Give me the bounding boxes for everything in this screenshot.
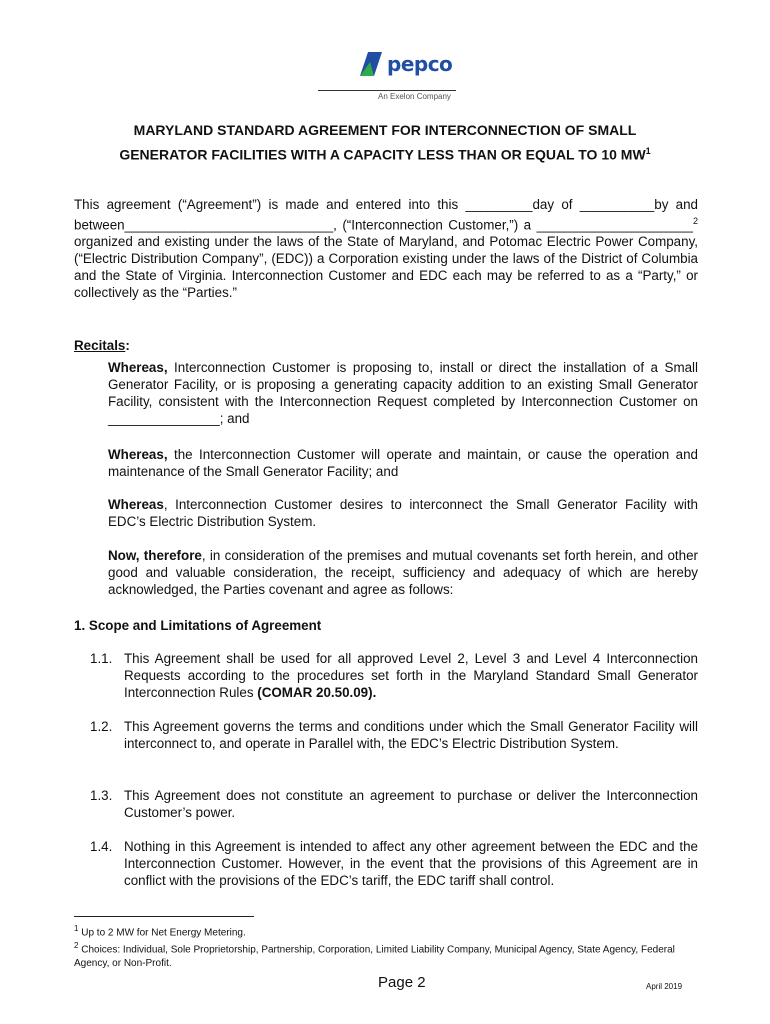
- list-item: 1.2. This Agreement governs the terms and conditions under which the Small Generator Facility will interconnect to, and operate in Parallel with, the EDC’s Electric Distribution System.: [90, 719, 698, 751]
- logo-divider: [318, 90, 456, 91]
- recital-2: Whereas, the Interconnection Customer will operate and maintain, or cause the operation and maintenance of the Small Generator Facility; and: [108, 447, 698, 479]
- list-item: 1.4. Nothing in this Agreement is intended to affect any other agreement between the EDC and the Interconnection Customer. However, in the event that the provisions of this Agreement are in conflict with the provisions of the EDC’s tariff, the EDC tariff shall control.: [90, 839, 698, 888]
- intro-paragraph: This agreement (“Agreement”) is made and entered into this _________day of __________by and between____________________________, (“Interconnection Customer,”) a _____________________$^2$ organized and existing under the laws of the State of Maryland, and Potomac Electric Power Company, (“Electric Distribution Company”, (EDC)) a Corporation existing under the laws of the District of Columbia and the State of Virginia. Interconnection Customer and EDC each may be referred to as a “Party,” or collectively as the “Parties.”: [74, 197, 698, 301]
- item-number: 1.2.: [90, 719, 113, 734]
- footnote-divider: [74, 916, 254, 917]
- page-number: Page 2: [378, 974, 426, 991]
- footnote-1: $^1$ Up to 2 MW for Net Energy Metering.: [74, 924, 246, 939]
- footnote-2: $^2$ Choices: Individual, Sole Proprietorship, Partnership, Corporation, Limited Liability Company, Municipal Agency, State Agency, Federal Agency, or Non-Profit.: [74, 941, 675, 970]
- item-number: 1.4.: [90, 839, 113, 854]
- logo-tagline: An Exelon Company: [378, 92, 451, 101]
- recitals-heading: Recitals:: [74, 338, 130, 353]
- section-1-heading: 1. Scope and Limitations of Agreement: [74, 618, 322, 633]
- logo-brand: pepco: [387, 52, 453, 76]
- footnote-ref-1: 1: [645, 146, 651, 156]
- footnote-ref-2: 2: [692, 216, 698, 226]
- recital-3: Whereas, Interconnection Customer desires to interconnect the Small Generator Facility with EDC’s Electric Distribution System.: [108, 497, 698, 529]
- list-item: 1.1. This Agreement shall be used for all approved Level 2, Level 3 and Level 4 Interconnection Requests according to the procedures set forth in the Maryland Standard Small Generator Interconnection Rules (COMAR 20.50.09).: [90, 651, 698, 700]
- recital-4: Now, therefore, in consideration of the premises and mutual covenants set forth herein, and other good and valuable consideration, the receipt, sufficiency and adequacy of which are hereby acknowledged, the Parties covenant and agree as follows:: [108, 548, 698, 597]
- item-number: 1.1.: [90, 651, 113, 666]
- recital-1: Whereas, Interconnection Customer is proposing to, install or direct the installation of a Small Generator Facility, or is proposing a generating capacity addition to an existing Small Generator Facility, consistent with the Interconnection Request completed by Interconnection Customer on _______________; and: [108, 360, 698, 426]
- title-line-1: MARYLAND STANDARD AGREEMENT FOR INTERCONNECTION OF SMALL: [133, 122, 637, 138]
- revision-date: April 2019: [646, 982, 683, 991]
- document-title: [60, 120, 710, 166]
- pepco-logo: [360, 52, 452, 76]
- item-number: 1.3.: [90, 788, 113, 803]
- pepco-mark-icon: [360, 52, 382, 76]
- list-item: 1.3. This Agreement does not constitute an agreement to purchase or deliver the Interconnection Customer’s power.: [90, 788, 698, 820]
- title-line-2: GENERATOR FACILITIES WITH A CAPACITY LESS THAN OR EQUAL TO 10 $MW^1$: [119, 146, 651, 163]
